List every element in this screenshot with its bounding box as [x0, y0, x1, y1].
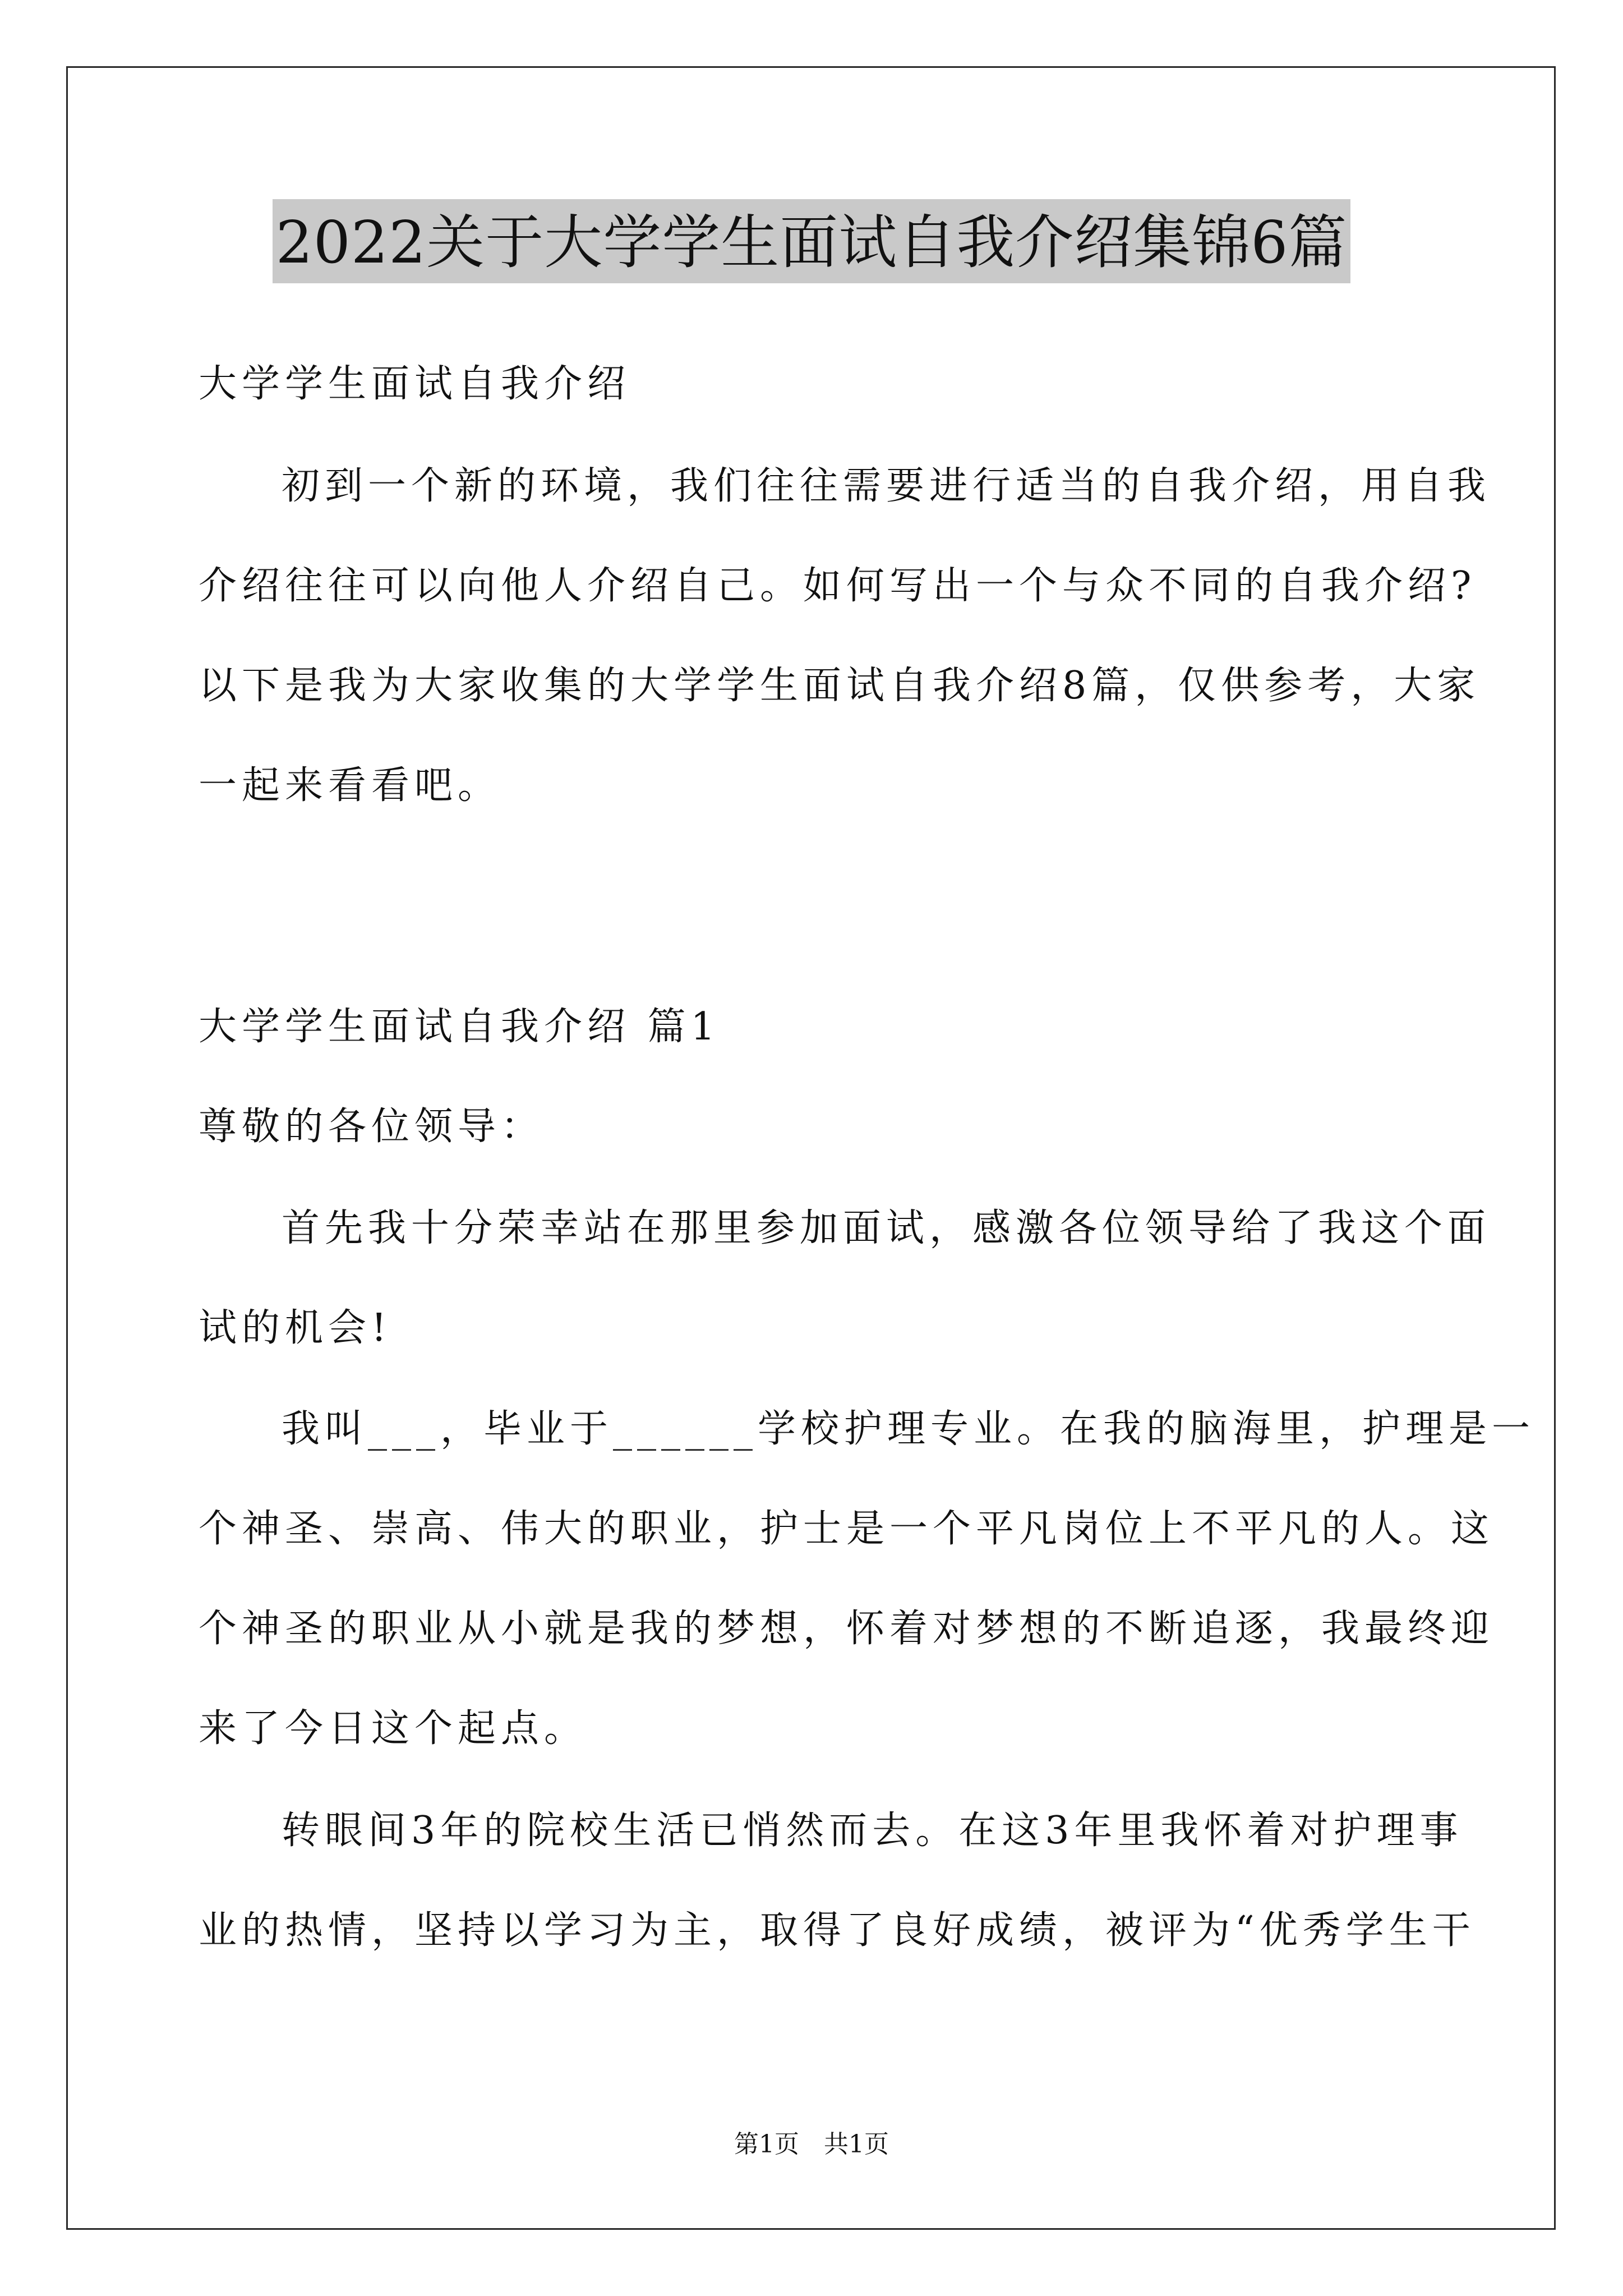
intro-paragraph-line: 介绍往往可以向他人介绍自己。如何写出一个与众不同的自我介绍?	[199, 564, 1477, 608]
article-heading: 大学学生面试自我介绍 篇1	[199, 1005, 720, 1049]
document-title: 2022关于大学学生面试自我介绍集锦6篇	[273, 199, 1351, 283]
intro-paragraph-line: 以下是我为大家收集的大学学生面试自我介绍8篇，仅供参考，大家	[199, 664, 1481, 708]
intro-paragraph-line: 初到一个新的环境，我们往往需要进行适当的自我介绍，用自我	[282, 464, 1491, 508]
title-container	[0, 199, 1623, 283]
paragraph-line: 业的热情，坚持以学习为主，取得了良好成绩，被评为“优秀学生干	[199, 1908, 1476, 1953]
paragraph-line: 转眼间3年的院校生活已悄然而去。在这3年里我怀着对护理事	[282, 1809, 1463, 1853]
paragraph-line: 个神圣、崇高、伟大的职业，护士是一个平凡岗位上不平凡的人。这	[199, 1507, 1495, 1551]
section-heading: 大学学生面试自我介绍	[199, 362, 631, 406]
paragraph-line: 首先我十分荣幸站在那里参加面试，感激各位领导给了我这个面	[282, 1206, 1491, 1250]
page-footer: 第1页 共1页	[734, 2130, 889, 2159]
paragraph-line: 个神圣的职业从小就是我的梦想，怀着对梦想的不断追逐，我最终迎	[199, 1607, 1495, 1651]
paragraph-line: 试的机会!	[199, 1306, 392, 1350]
paragraph-line: 来了今日这个起点。	[199, 1706, 588, 1751]
paragraph-line: 我叫___，毕业于______学校护理专业。在我的脑海里，护理是一	[282, 1407, 1536, 1451]
salutation: 尊敬的各位领导：	[199, 1105, 545, 1149]
intro-paragraph-line: 一起来看看吧。	[199, 763, 501, 808]
